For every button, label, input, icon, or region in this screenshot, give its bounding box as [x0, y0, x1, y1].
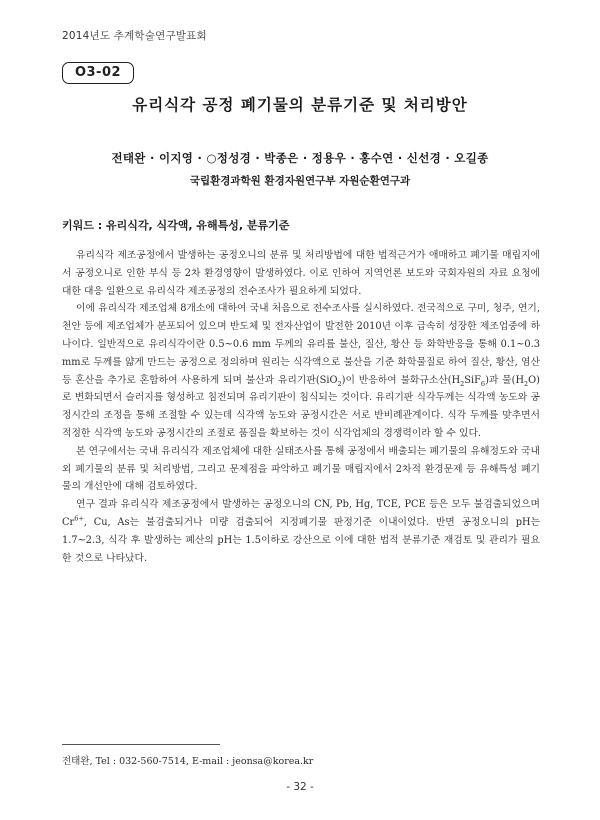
paper-title: 유리식각 공정 폐기물의 분류기준 및 처리방안 [132, 96, 468, 114]
paragraph-2-part-a: 이에 유리식각 제조업체 8개소에 대하여 국내 처음으로 전수조사를 실시하였다. 전국적으로 구미, 청주, 연기, 천안 등에 제조업체가 분포되어 있으며 반도체 및 전자산업이 발전한 2010년 이후 급속히 성장한 제조업중에 하나이다. 일반적으로 유리식각이란 0.5~0.6 mm 두께의 유리를 불산, 질산, 황산 등 화학반응을 통해 0.1~0.3 mm로 두께를 얇게 만드는 공정으로 정의하며 원리는 식각액으로 불산을 기준 화학물질로 하여 질산, 황산, 염산 등 혼산을 추가로 혼합하여 사용하게 되며 불산과 유리기판(SiO [62, 303, 540, 386]
page-number: - 32 - [286, 781, 314, 793]
footnote-contact: 전태완, Tel : 032-560-7514, E-mail : jeonsa@korea.kr [62, 756, 314, 767]
keywords-label: 키워드 : [62, 219, 106, 232]
author-list: 전태완 · 이지영 · ○정성경 · 박종은 · 정용우 · 홍수연 · 신선경 · 오길종 [111, 151, 489, 165]
paragraph-3: 본 연구에서는 국내 유리식각 제조업체에 대한 실태조사를 통해 공정에서 배출되는 폐기물의 유해정도와 국내외 폐기물의 분류 및 처리방법, 그리고 문제점을 파악하고 폐기물 매립지에서 2차적 환경문제 등 유해특성 폐기물의 개선안에 대해 검토하였다. [62, 445, 540, 493]
superscript: 6+ [74, 514, 84, 523]
paragraph-2-part-c: SiF [464, 374, 481, 386]
paragraph-2-part-d: )과 물(H [485, 374, 524, 386]
paragraph-2-part-e: O)로 변화되면서 슬러지를 형성하고 침전되며 유리기판이 침식되는 것이다. 유리기판 식각두께는 식각액 농도와 공정시간의 조정을 통해 조절할 수 있는데 식각액 농도와 공정시간은 서로 반비례관계이다. 식각 두께를 맞추면서 적정한 식각액 농도와 공정시간의 조절로 품질을 확보하는 것이 식각업체의 경쟁력이라 할 수 있다. [62, 374, 540, 439]
paragraph-4-part-a: 연구 결과 유리식각 제조공정에서 발생하는 공정오니의 CN, Pb, Hg, TCE, PCE 등은 모두 불검출되었으며 Cr [62, 499, 540, 528]
keywords-line [62, 217, 289, 233]
subscript: 2 [460, 379, 465, 388]
paragraph-1: 유리식각 제조공정에서 발생하는 공정오니의 분류 및 처리방법에 대한 법적근거가 애매하고 폐기물 매립지에서 공정오니로 인한 부식 등 2차 환경영향이 발생하였다. 이로 인하여 지역언론 보도와 국회자원의 자료 요청에 대한 대응 일환으로 유리식각 제조공정의 전수조사가 필요하게 되었다. [62, 250, 540, 297]
paragraph-4-part-b: , Cu, As는 불검출되거나 미량 검출되어 지정폐기물 판정기준 이내이었다. 반면 공정오니의 pH는 1.7~2.3, 식각 후 발생하는 폐산의 pH는 1.5이하로 강산으로 이에 대한 법적 분류기준 재검토 및 관리가 필요한 것으로 나타났다. [62, 516, 540, 564]
paragraph-4 [62, 496, 540, 567]
keywords-values: 유리식각, 식각액, 유해특성, 분류기준 [105, 219, 290, 232]
subscript: 2 [524, 379, 529, 388]
footnote-divider [62, 744, 220, 745]
paragraph-2 [62, 300, 540, 442]
paragraph-2-part-b: )이 반응하여 불화규소산(H [341, 374, 461, 386]
session-code-badge: O3-02 [62, 62, 134, 84]
author-affiliation: 국립환경과학원 환경자원연구부 자원순환연구과 [189, 175, 411, 187]
abstract-body [62, 247, 540, 567]
conference-header: 2014년도 추계학술연구발표회 [62, 30, 207, 42]
subscript: 2 [337, 379, 342, 388]
subscript: 6 [480, 379, 486, 388]
